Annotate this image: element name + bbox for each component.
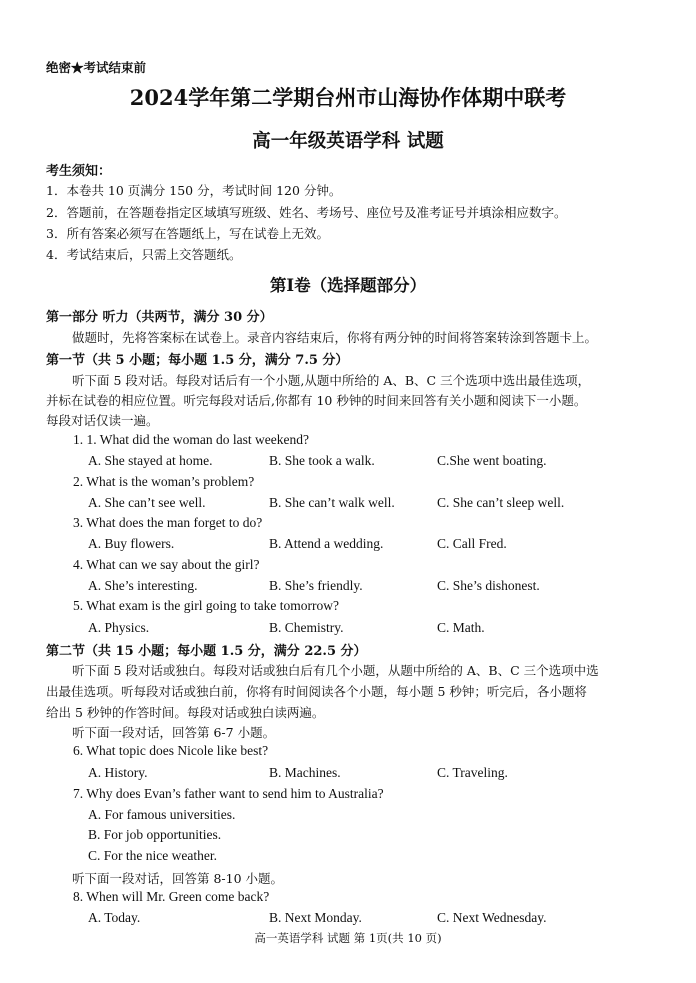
- option-b: B. Attend a wedding.: [269, 536, 384, 551]
- exam-title: 2024学年第二学期台州市山海协作体期中联考: [129, 85, 567, 110]
- question-stem: 8. When will Mr. Green come back?: [73, 889, 270, 904]
- section2-heading: 第二节（共 15 小题；每小题 1.5 分，满分 22.5 分）: [46, 644, 367, 659]
- option-b: B. She can’t walk well.: [269, 495, 395, 510]
- option-b: B. Next Monday.: [269, 910, 362, 925]
- option-b: B. Chemistry.: [269, 620, 344, 635]
- section1-heading: 第一节（共 5 小题；每小题 1.5 分，满分 7.5 分）: [46, 353, 349, 368]
- option-a: A. She can’t see well.: [88, 495, 206, 510]
- page-footer: 高一英语学科 试题 第 1页(共 10 页): [254, 931, 442, 945]
- part1-heading: 第一部分 听力（共两节，满分 30 分）: [46, 310, 273, 325]
- section1-instruction: 每段对话仅读一遍。: [46, 413, 159, 428]
- notice-item: 1．本卷共 10 页满分 150 分，考试时间 120 分钟。: [46, 183, 342, 198]
- option-c: C. She’s dishonest.: [437, 578, 540, 593]
- option-c: C. Next Wednesday.: [437, 910, 547, 925]
- option-c: C. Math.: [437, 620, 485, 635]
- notice-heading: 考生须知：: [46, 164, 112, 179]
- section2-instruction: 给出 5 秒钟的作答时间。每段对话或独白读两遍。: [46, 705, 325, 720]
- option-b: B. She took a walk.: [269, 453, 375, 468]
- question-stem: 5. What exam is the girl going to take tomorrow?: [73, 598, 339, 613]
- notice-item: 3．所有答案必须写在答题纸上，写在试卷上无效。: [46, 226, 329, 241]
- exam-subtitle: 高一年级英语学科 试题: [252, 131, 444, 152]
- option-a: A. History.: [88, 765, 148, 780]
- section1-instruction: 并标在试卷的相应位置。听完每段对话后,你都有 10 秒钟的时间来回答有关小题和阅读下一小题。: [46, 393, 587, 408]
- option-c: C.She went boating.: [437, 453, 547, 468]
- option-a: A. She’s interesting.: [88, 578, 198, 593]
- question-stem: 4. What can we say about the girl?: [73, 557, 260, 572]
- option-b: B. Machines.: [269, 765, 341, 780]
- volume-title: 第Ⅰ卷（选择题部分）: [269, 276, 427, 295]
- option-a: A. She stayed at home.: [88, 453, 213, 468]
- group-note: 听下面一段对话，回答第 6-7 小题。: [72, 725, 276, 740]
- option-c: C. Traveling.: [437, 765, 508, 780]
- option-c: C. Call Fred.: [437, 536, 507, 551]
- question-stem: 2. What is the woman’s problem?: [73, 474, 255, 489]
- option-a: A. Today.: [88, 910, 141, 925]
- section2-instruction: 听下面 5 段对话或独白。每段对话或独白后有几个小题，从题中所给的 A、B、C 三个选项中选: [72, 663, 599, 678]
- section2-instruction: 出最佳选项。听每段对话或独白前，你将有时间阅读各个小题，每小题 5 秒钟；听完后，各小题将: [46, 684, 587, 699]
- section1-instruction: 听下面 5 段对话。每段对话后有一个小题,从题中所给的 A、B、C 三个选项中选出最佳选项，: [72, 373, 591, 388]
- notice-item: 2．答题前，在答题卷指定区域填写班级、姓名、考场号、座位号及准考证号并填涂相应数字。: [46, 205, 567, 220]
- option-c: C. For the nice weather.: [88, 848, 217, 863]
- option-b: B. She’s friendly.: [269, 578, 363, 593]
- notice-item: 4．考试结束后，只需上交答题纸。: [46, 247, 242, 262]
- question-stem: 3. What does the man forget to do?: [73, 515, 263, 530]
- group-note: 听下面一段对话，回答第 8-10 小题。: [72, 871, 284, 886]
- option-c: C. She can’t sleep well.: [437, 495, 565, 510]
- question-stem: 1. 1. What did the woman do last weekend?: [73, 432, 309, 447]
- question-stem: 6. What topic does Nicole like best?: [73, 743, 269, 758]
- confidential-label: 绝密★考试结束前: [46, 60, 147, 75]
- option-a: A. Physics.: [88, 620, 150, 635]
- option-a: A. Buy flowers.: [88, 536, 175, 551]
- option-a: A. For famous universities.: [88, 807, 236, 822]
- question-stem: 7. Why does Evan’s father want to send him to Australia?: [73, 786, 384, 801]
- part1-instruction: 做题时，先将答案标在试卷上。录音内容结束后，你将有两分钟的时间将答案转涂到答题卡上。: [72, 330, 598, 345]
- option-b: B. For job opportunities.: [88, 827, 222, 842]
